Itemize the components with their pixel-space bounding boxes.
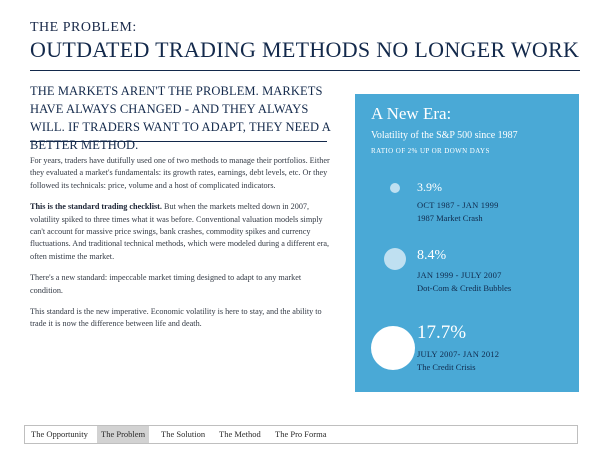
nav-item-pro-forma[interactable]: The Pro Forma bbox=[275, 429, 327, 439]
body-paragraph-2-lead: This is the standard trading checklist. bbox=[30, 202, 162, 212]
stat-range: OCT 1987 - JAN 1999 bbox=[417, 200, 499, 210]
section-nav bbox=[24, 425, 578, 444]
nav-item-opportunity[interactable]: The Opportunity bbox=[31, 429, 88, 439]
nav-item-method[interactable]: The Method bbox=[219, 429, 261, 439]
stat-event: The Credit Crisis bbox=[417, 362, 476, 372]
stat-dot bbox=[390, 183, 400, 193]
lede-text: THE MARKETS AREN'T THE PROBLEM. MARKETS HAVE ALWAYS CHANGED - AND THEY ALWAYS WILL. IF TRADERS WANT TO ADAPT, THEY NEED A BETTER METHOD. bbox=[30, 84, 331, 152]
stat-value: 8.4% bbox=[417, 248, 447, 263]
nav-item-problem[interactable]: The Problem bbox=[97, 426, 149, 443]
nav-item-solution[interactable]: The Solution bbox=[161, 429, 206, 439]
volatility-panel bbox=[355, 94, 579, 392]
stat-range: JULY 2007- JAN 2012 bbox=[417, 349, 500, 359]
stat-value: 3.9% bbox=[417, 180, 442, 194]
body-paragraph-4: This standard is the new imperative. Economic volatility is here to stay, and the ability to trade it is now the difference between life and death. bbox=[30, 307, 322, 329]
stat-event: 1987 Market Crash bbox=[417, 213, 483, 223]
body-paragraph-2 bbox=[30, 201, 330, 263]
stat-event: Dot-Com & Credit Bubbles bbox=[417, 283, 512, 293]
stat-dot bbox=[371, 326, 415, 370]
body-paragraph-1: For years, traders have dutifully used one of two methods to manage their portfolios. Either they evaluated a market's fundamentals: its growth rates, earnings, debt levels, etc. Or they followed its technicals: price, volume and a host of complicated indicators. bbox=[30, 156, 330, 190]
stat-dot bbox=[384, 248, 406, 270]
body-copy bbox=[30, 155, 330, 340]
page-title: OUTDATED TRADING METHODS NO LONGER WORK bbox=[30, 37, 580, 62]
panel-title: A New Era: bbox=[371, 104, 452, 123]
panel-note: RATIO OF 2% UP OR DOWN DAYS bbox=[371, 147, 490, 155]
body-paragraph-3: There's a new standard: impeccable market timing designed to adapt to any market condition. bbox=[30, 273, 302, 295]
lede-divider bbox=[30, 141, 327, 142]
title-divider bbox=[30, 70, 580, 71]
stat-range: JAN 1999 - JULY 2007 bbox=[417, 270, 502, 280]
stat-value: 17.7% bbox=[417, 322, 467, 343]
panel-subtitle: Volatility of the S&P 500 since 1987 bbox=[371, 130, 518, 141]
section-kicker: THE PROBLEM: bbox=[30, 20, 137, 35]
body-paragraph-2-rest: But when the markets melted down in 2007, volatility spiked to three times what it was before. Conventional valuation models simply can't account for massive price swings, bank crashes, commodity spikes and currency fluctuations. And traditional technical methods, which were modeled during a different era, often mistime the market. bbox=[30, 202, 330, 261]
